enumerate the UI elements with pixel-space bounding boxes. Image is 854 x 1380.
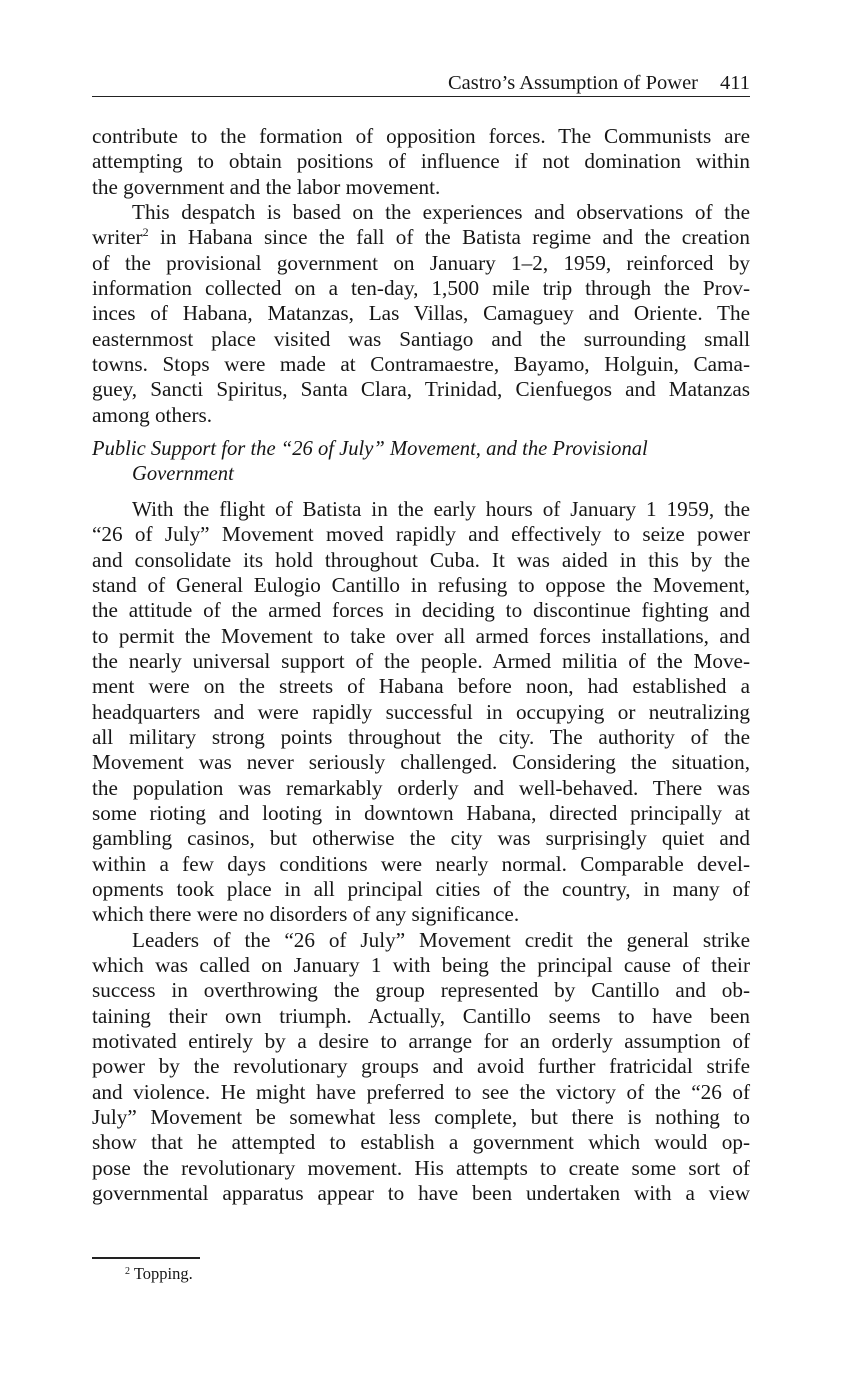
text-line: the nearly universal support of the people. Armed militia of the Move-: [92, 648, 750, 673]
text-line: information collected on a ten-day, 1,500 mile trip through the Prov-: [92, 276, 750, 301]
text-line: attempting to obtain positions of influence if not domination within: [92, 149, 750, 174]
spacer: [92, 428, 750, 437]
paragraph-continuation: [92, 124, 750, 200]
text-line: which was called on January 1 with being the principal cause of their: [92, 953, 750, 977]
page-number: 411: [720, 72, 750, 94]
text-line: Leaders of the “26 of July” Movement credit the general strike: [132, 927, 750, 952]
text-line: and violence. He might have preferred to see the victory of the “26 of: [92, 1079, 750, 1104]
text-line: gambling casinos, but otherwise the city was surprisingly quiet and: [92, 826, 750, 851]
text-line: among others.: [92, 402, 213, 427]
text-line: of the provisional government on January 1–2, 1959, reinforced by: [92, 250, 750, 275]
text-line: contribute to the formation of opposition forces. The Communists are: [92, 124, 750, 148]
text-line: all military strong points throughout the city. The authority of the: [92, 724, 750, 749]
text-line: pose the revolutionary movement. His attempts to create some sort of: [92, 1155, 750, 1180]
paragraph-despatch-basis: [92, 200, 750, 428]
text-fragment: in Habana since the fall of the Batista regime and the creation: [148, 225, 750, 250]
text-line: “26 of July” Movement moved rapidly and effectively to seize power: [92, 522, 750, 547]
text-line: July” Movement be somewhat less complete, but there is nothing to: [92, 1105, 750, 1130]
spacer: [92, 488, 750, 497]
heading-line: Government: [132, 463, 234, 486]
text-line: This despatch is based on the experiences and observations of the: [132, 200, 750, 225]
text-line: some rioting and looting in downtown Habana, directed principally at: [92, 800, 750, 825]
text-line: show that he attempted to establish a government which would op-: [92, 1130, 750, 1155]
text-line: taining their own triumph. Actually, Cantillo seems to have been: [92, 1003, 750, 1028]
text-line: With the flight of Batista in the early hours of January 1 1959, the: [132, 496, 750, 521]
text-line: success in overthrowing the group represented by Cantillo and ob-: [92, 978, 750, 1003]
text-line: headquarters and were rapidly successful in occupying or neutralizing: [92, 699, 750, 724]
running-header: [92, 70, 750, 97]
heading-line: Public Support for the “26 of July” Movement, and the Provisional: [92, 438, 648, 461]
section-heading: [92, 437, 750, 488]
text-line: within a few days conditions were nearly normal. Comparable devel-: [92, 851, 750, 876]
text-line: the government and the labor movement.: [92, 174, 441, 199]
text-line: ment were on the streets of Habana before noon, had established a: [92, 674, 750, 699]
text-line-with-footnote-ref: [92, 225, 750, 250]
text-line: Movement was never seriously challenged. Considering the situation,: [92, 750, 750, 775]
text-line: motivated entirely by a desire to arrange for an orderly assumption of: [92, 1029, 750, 1054]
text-line: power by the revolutionary groups and avoid further fratricidal strife: [92, 1054, 750, 1079]
text-line: the attitude of the armed forces in deciding to discontinue fighting and: [92, 598, 750, 623]
footnote-divider: [92, 1257, 200, 1259]
text-fragment: writer: [92, 225, 143, 250]
footnote-marker: 2: [125, 1266, 130, 1277]
text-line: the population was remarkably orderly and well-behaved. There was: [92, 775, 750, 800]
running-title: Castro’s Assumption of Power: [448, 72, 698, 94]
text-line: opments took place in all principal cities of the country, in many of: [92, 876, 750, 901]
text-line: towns. Stops were made at Contramaestre, Bayamo, Holguin, Cama-: [92, 352, 750, 377]
paragraph-flight-of-batista: [92, 497, 750, 928]
text-line: stand of General Eulogio Cantillo in refusing to oppose the Movement,: [92, 572, 750, 597]
text-line: which there were no disorders of any significance.: [92, 902, 520, 927]
body-text: [92, 124, 750, 1206]
text-line: easternmost place visited was Santiago and the surrounding small: [92, 326, 750, 351]
text-line: to permit the Movement to take over all armed forces installations, and: [92, 623, 750, 648]
text-line: inces of Habana, Matanzas, Las Villas, Camaguey and Oriente. The: [92, 301, 750, 326]
paragraph-leaders-credit: [92, 928, 750, 1207]
footnote-reference[interactable]: 2: [142, 225, 149, 240]
footnote-text: Topping.: [130, 1264, 193, 1283]
text-line: governmental apparatus appear to have been undertaken with a view: [92, 1181, 750, 1206]
footnote: [125, 1263, 193, 1285]
text-line: and consolidate its hold throughout Cuba. It was aided in this by the: [92, 547, 750, 572]
text-line: guey, Sancti Spiritus, Santa Clara, Trinidad, Cienfuegos and Matanzas: [92, 377, 750, 402]
